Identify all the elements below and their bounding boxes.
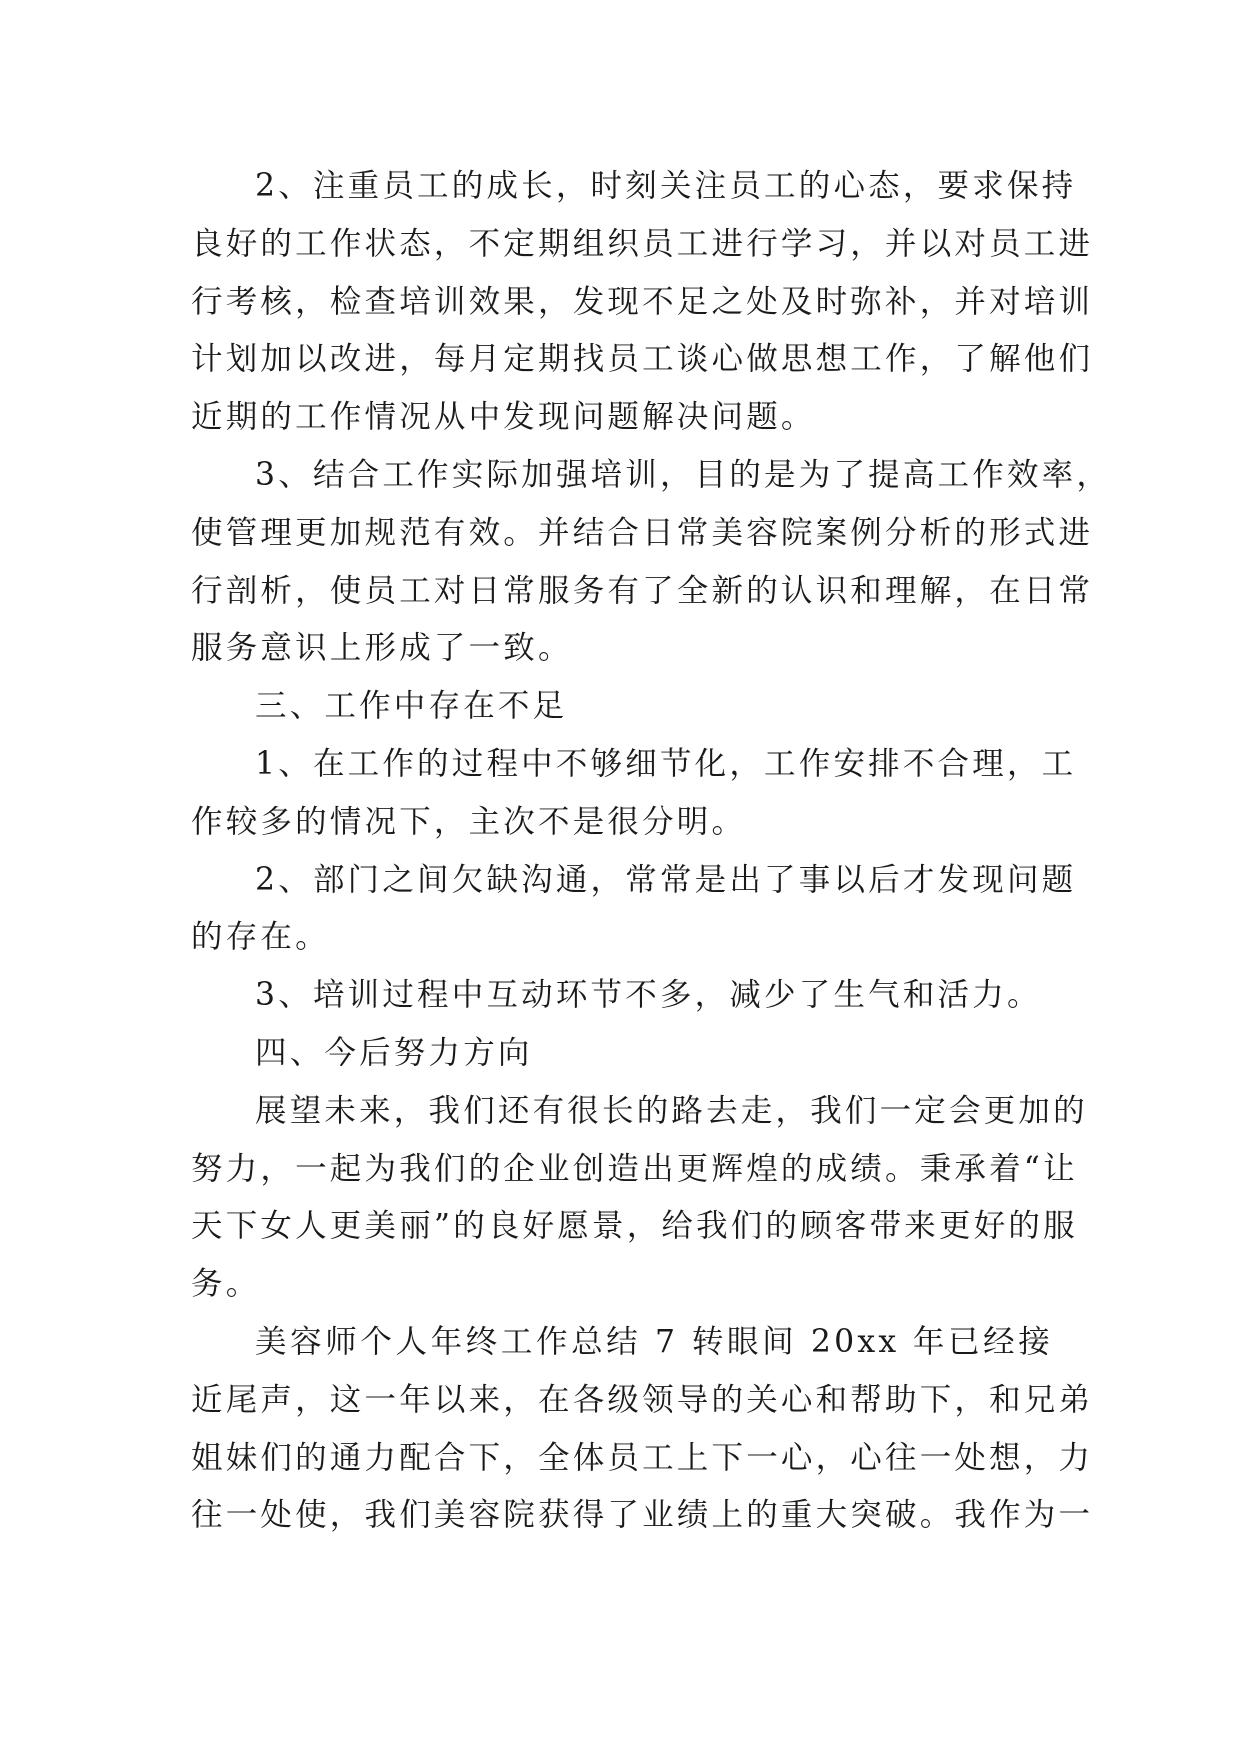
- text-line: 三、工作中存在不足: [255, 688, 568, 725]
- text-line: 近期的工作情况从中发现问题解决问题。: [191, 399, 816, 436]
- document-body: [191, 158, 1112, 1545]
- text-line: 努力，一起为我们的企业创造出更辉煌的成绩。秉承着“让: [191, 1150, 1078, 1187]
- text-line: 的存在。: [191, 919, 330, 956]
- text-line: 1、在工作的过程中不够细节化，工作安排不合理，工: [255, 745, 1077, 782]
- text-line: 务。: [191, 1266, 261, 1303]
- text-line: 作较多的情况下，主次不是很分明。: [191, 803, 747, 840]
- text-line: 天下女人更美丽”的良好愿景，给我们的顾客带来更好的服: [191, 1208, 1078, 1245]
- text-line: 往一处使，我们美容院获得了业绩上的重大突破。我作为一: [191, 1497, 1094, 1534]
- text-line: 近尾声，这一年以来，在各级领导的关心和帮助下，和兄弟: [191, 1381, 1094, 1418]
- text-line: 3、培训过程中互动环节不多，减少了生气和活力。: [255, 977, 1042, 1014]
- text-line: 行剖析，使员工对日常服务有了全新的认识和理解，在日常: [191, 572, 1094, 609]
- text-line: 2、部门之间欠缺沟通，常常是出了事以后才发现问题: [255, 861, 1077, 898]
- text-line: 3、结合工作实际加强培训，目的是为了提高工作效率，: [255, 456, 1112, 493]
- text-line: 使管理更加规范有效。并结合日常美容院案例分析的形式进: [191, 514, 1094, 551]
- text-line: 服务意识上形成了一致。: [191, 630, 573, 667]
- text-line: 行考核，检查培训效果，发现不足之处及时弥补，并对培训: [191, 283, 1094, 320]
- text-line: 良好的工作状态，不定期组织员工进行学习，并以对员工进: [191, 225, 1094, 262]
- text-line: 展望未来，我们还有很长的路去走，我们一定会更加的: [255, 1092, 1088, 1129]
- text-line: 姐妹们的通力配合下，全体员工上下一心，心往一处想，力: [191, 1439, 1094, 1476]
- text-line: 美容师个人年终工作总结 7 转眼间 20xx 年已经接: [255, 1323, 1053, 1360]
- text-line: 四、今后努力方向: [255, 1034, 533, 1071]
- text-line: 2、注重员工的成长，时刻关注员工的心态，要求保持: [255, 168, 1077, 204]
- text-line: 计划加以改进，每月定期找员工谈心做思想工作，了解他们: [191, 341, 1094, 378]
